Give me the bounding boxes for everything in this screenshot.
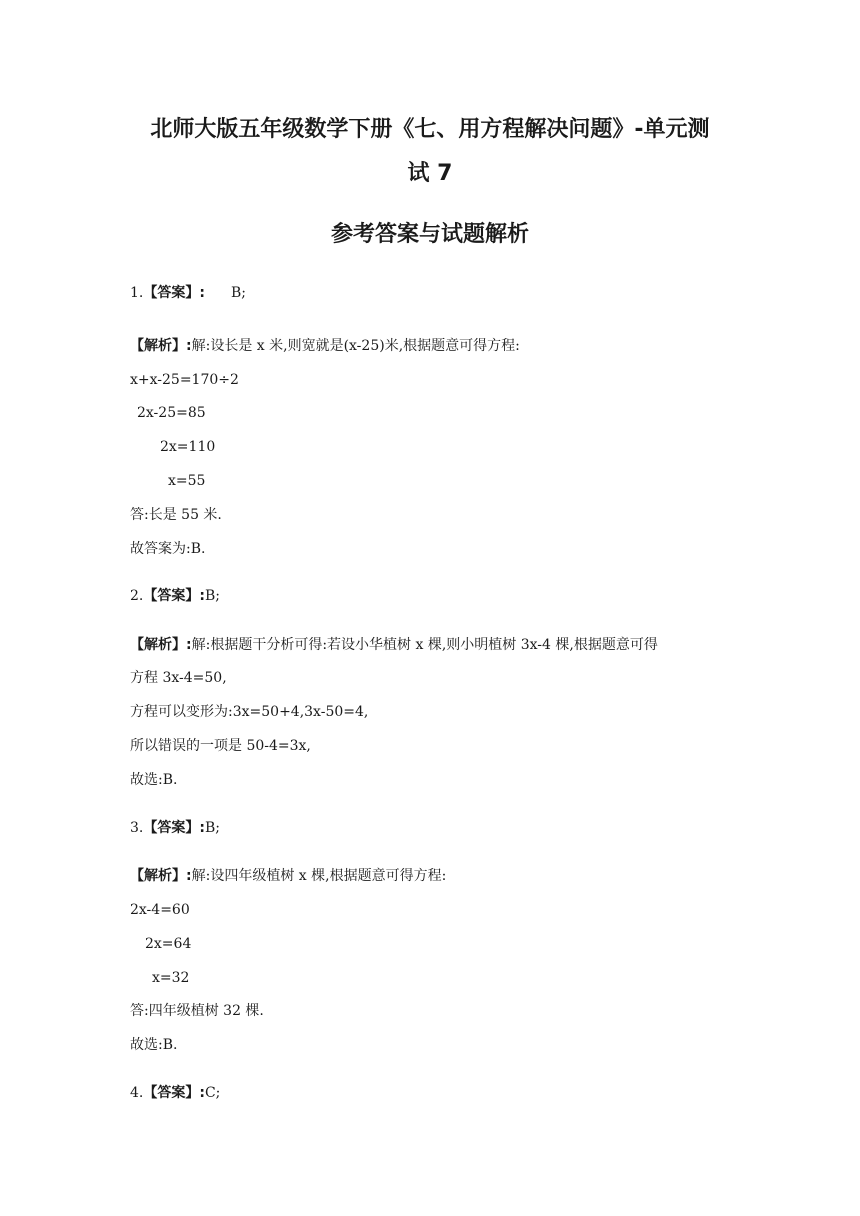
q2-answer-label: 【答案】: <box>143 588 205 604</box>
q3-conclusion-line: 答:四年级植树 32 棵. <box>130 1003 264 1019</box>
q3-number: 3. <box>130 820 144 836</box>
q3-answer-label: 【答案】: <box>143 820 205 836</box>
q1-final-answer-line: 故答案为:B. <box>130 541 206 557</box>
q1-number: 1. <box>130 285 144 301</box>
q3-equation-line: x=32 <box>152 970 190 986</box>
document-title-line-1: 北师大版五年级数学下册《七、用方程解决问题》-单元测 <box>150 117 710 142</box>
q3-analysis-row <box>130 869 446 883</box>
q2-analysis-line: 方程 3x-4=50, <box>130 670 227 686</box>
q3-equation-line: 2x-4=60 <box>130 902 190 918</box>
q2-answer-row <box>130 589 220 603</box>
q2-analysis-line: 解:根据题干分析可得:若设小华植树 x 棵,则小明植树 3x-4 棵,根据题意可得 <box>191 637 658 653</box>
document-title-line-2: 试 7 <box>407 161 453 186</box>
q1-equation-line: 2x=110 <box>160 439 216 455</box>
q4-number: 4. <box>130 1085 144 1101</box>
q2-number: 2. <box>130 588 144 604</box>
q3-analysis-line: 解:设四年级植树 x 棵,根据题意可得方程: <box>191 868 447 884</box>
q1-answer-label: 【答案】: <box>143 285 205 301</box>
q2-analysis-label: 【解析】: <box>130 637 192 653</box>
q3-final-answer-line: 故选:B. <box>130 1037 178 1053</box>
q3-equation-line: 2x=64 <box>145 936 192 952</box>
q2-analysis-row <box>130 638 658 652</box>
q2-answer-value: B; <box>204 588 220 604</box>
q1-conclusion-line: 答:长是 55 米. <box>130 507 222 523</box>
q1-answer-value: B; <box>230 285 246 301</box>
q1-analysis-row <box>130 339 520 353</box>
q2-final-answer-line: 故选:B. <box>130 772 178 788</box>
q4-answer-label: 【答案】: <box>143 1085 205 1101</box>
q1-analysis-line: 解:设长是 x 米,则宽就是(x-25)米,根据题意可得方程: <box>191 338 520 354</box>
q1-analysis-label: 【解析】: <box>130 338 192 354</box>
q4-answer-value: C; <box>204 1085 221 1101</box>
q3-answer-row <box>130 821 220 835</box>
q1-answer-row <box>130 286 246 300</box>
q3-analysis-label: 【解析】: <box>130 868 192 884</box>
q2-analysis-line: 方程可以变形为:3x=50+4,3x-50=4, <box>130 704 369 720</box>
q1-equation-line: 2x-25=85 <box>137 405 206 421</box>
q2-analysis-line: 所以错误的一项是 50-4=3x, <box>130 738 311 754</box>
q3-answer-value: B; <box>204 820 220 836</box>
q4-answer-row <box>130 1086 220 1100</box>
q1-equation-line: x=55 <box>168 473 206 489</box>
q1-equation-line: x+x-25=170÷2 <box>130 372 239 388</box>
document-subtitle: 参考答案与试题解析 <box>330 222 529 247</box>
